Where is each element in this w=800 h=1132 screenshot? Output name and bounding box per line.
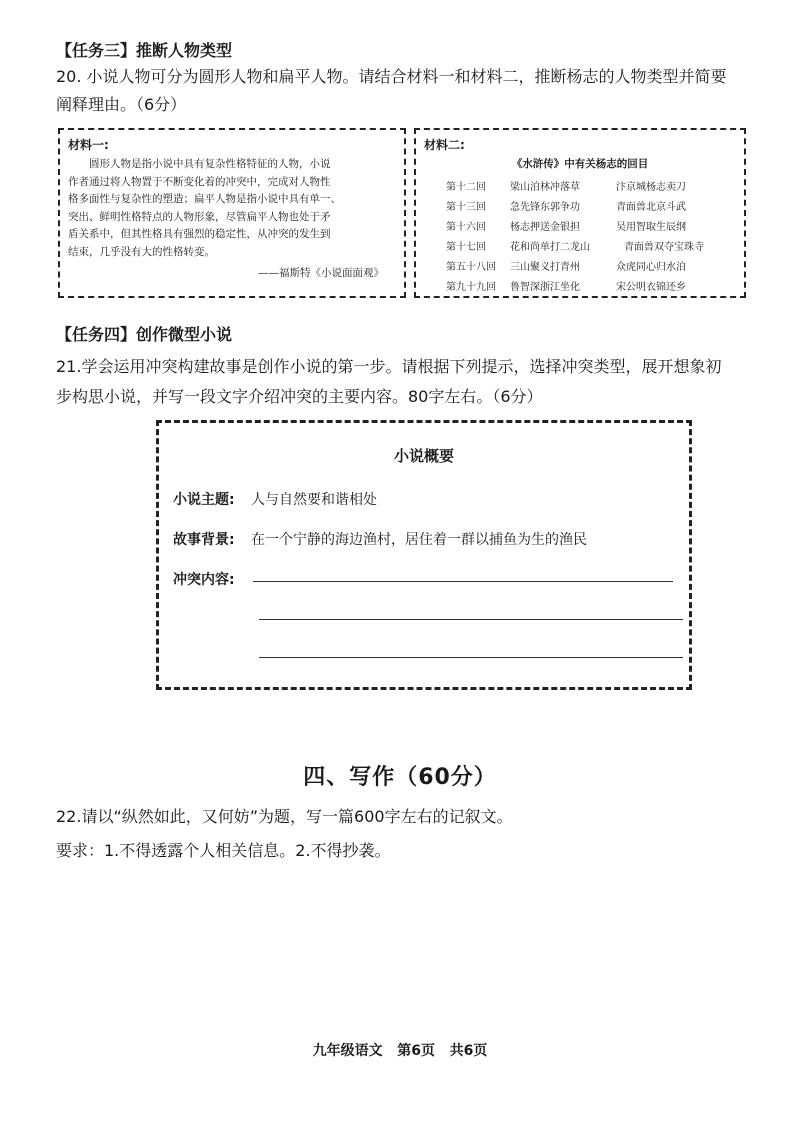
material1-line: 圆形人物是指小说中具有复杂性格特征的人物，小说: [89, 158, 331, 170]
chapter-row: [446, 218, 766, 236]
chapter-title-b: 青面兽双夺宝珠寺: [624, 242, 704, 253]
chapter-list: [446, 178, 746, 298]
chapter-title-a: 鲁智深浙江坐化: [510, 282, 580, 293]
task4-title: 【任务四】创作微型小说: [56, 325, 233, 344]
material1-line: 作者通过将人物置于不断变化着的冲突中，完成对人物性: [68, 175, 331, 188]
chapter-number: 第五十八回: [446, 262, 496, 273]
material2-label: 材料二:: [424, 138, 465, 152]
question-20-line2: 阐释理由。（6分）: [56, 95, 187, 114]
chapter-title-a: 杨志押送金银担: [510, 222, 580, 233]
theme-label: 小说主题:: [173, 492, 235, 508]
material2-subtitle: 《水浒传》中有关杨志的回目: [511, 158, 649, 170]
answer-line[interactable]: [259, 619, 683, 620]
material1-label: 材料一:: [68, 138, 109, 152]
chapter-number: 第十六回: [446, 222, 486, 233]
conflict-label: 冲突内容:: [173, 572, 235, 588]
question-22: 22.请以“纵然如此，又何妨”为题，写一篇600字左右的记叙文。: [56, 807, 513, 826]
task3-title: 【任务三】推断人物类型: [56, 41, 233, 60]
material1-source: ——福斯特《小说面面观》: [258, 267, 384, 279]
chapter-number: 第十三回: [446, 202, 486, 213]
chapter-title-a: 三山聚义打青州: [510, 262, 580, 273]
chapter-title-b: 青面兽北京斗武: [616, 202, 686, 213]
material1-box: [58, 128, 406, 298]
answer-line[interactable]: [253, 581, 673, 582]
chapter-title-b: 汴京城杨志卖刀: [616, 182, 686, 193]
material1-line: 突出、鲜明性格特点的人物形象，尽管扁平人物也处于矛: [68, 210, 331, 223]
writing-requirements: 要求：1.不得透露个人相关信息。2.不得抄袭。: [56, 841, 391, 860]
chapter-title-b: 众虎同心归水泊: [616, 262, 686, 273]
question-21-line2: 步构思小说，并写一段文字介绍冲突的主要内容。80字左右。（6分）: [56, 387, 543, 406]
chapter-title-a: 梁山泊林冲落草: [510, 182, 580, 193]
chapter-row: [446, 238, 766, 256]
summary-title: 小说概要: [393, 447, 454, 465]
material1-line: 盾关系中，但其性格具有强烈的稳定性，从冲突的发生到: [68, 228, 331, 240]
chapter-title-b: 宋公明衣锦还乡: [616, 282, 686, 293]
material1-line: 格多面性与复杂性的塑造；扁平人物是指小说中具有单一、: [68, 193, 341, 205]
writing-heading: 四、写作（60分）: [303, 765, 497, 790]
page-footer: 九年级语文 第6页 共6页: [312, 1043, 488, 1059]
material2-box: [414, 128, 746, 298]
chapter-row: [446, 258, 766, 276]
background-label: 故事背景:: [173, 532, 235, 548]
chapter-row: [446, 278, 766, 296]
answer-line[interactable]: [259, 657, 683, 658]
novel-summary-box: [156, 420, 692, 690]
material1-text: [68, 156, 398, 261]
chapter-title-b: 吴用智取生辰纲: [616, 222, 686, 233]
background-value: 在一个宁静的海边渔村，居住着一群以捕鱼为生的渔民: [251, 532, 587, 548]
question-20-line1: 20. 小说人物可分为圆形人物和扁平人物。请结合材料一和材料二，推断杨志的人物类型并简要: [56, 67, 727, 86]
chapter-number: 第十二回: [446, 182, 486, 193]
chapter-row: [446, 178, 766, 196]
material1-line: 结束，几乎没有大的性格转变。: [68, 245, 215, 258]
chapter-row: [446, 198, 766, 216]
theme-value: 人与自然要和谐相处: [251, 492, 377, 508]
chapter-title-a: 花和尚单打二龙山: [510, 242, 590, 253]
question-21-line1: 21.学会运用冲突构建故事是创作小说的第一步。请根据下列提示，选择冲突类型，展开想象初: [56, 357, 722, 376]
chapter-number: 第十七回: [446, 242, 486, 253]
chapter-title-a: 急先锋东郭争功: [510, 202, 580, 213]
chapter-number: 第九十九回: [446, 282, 496, 293]
